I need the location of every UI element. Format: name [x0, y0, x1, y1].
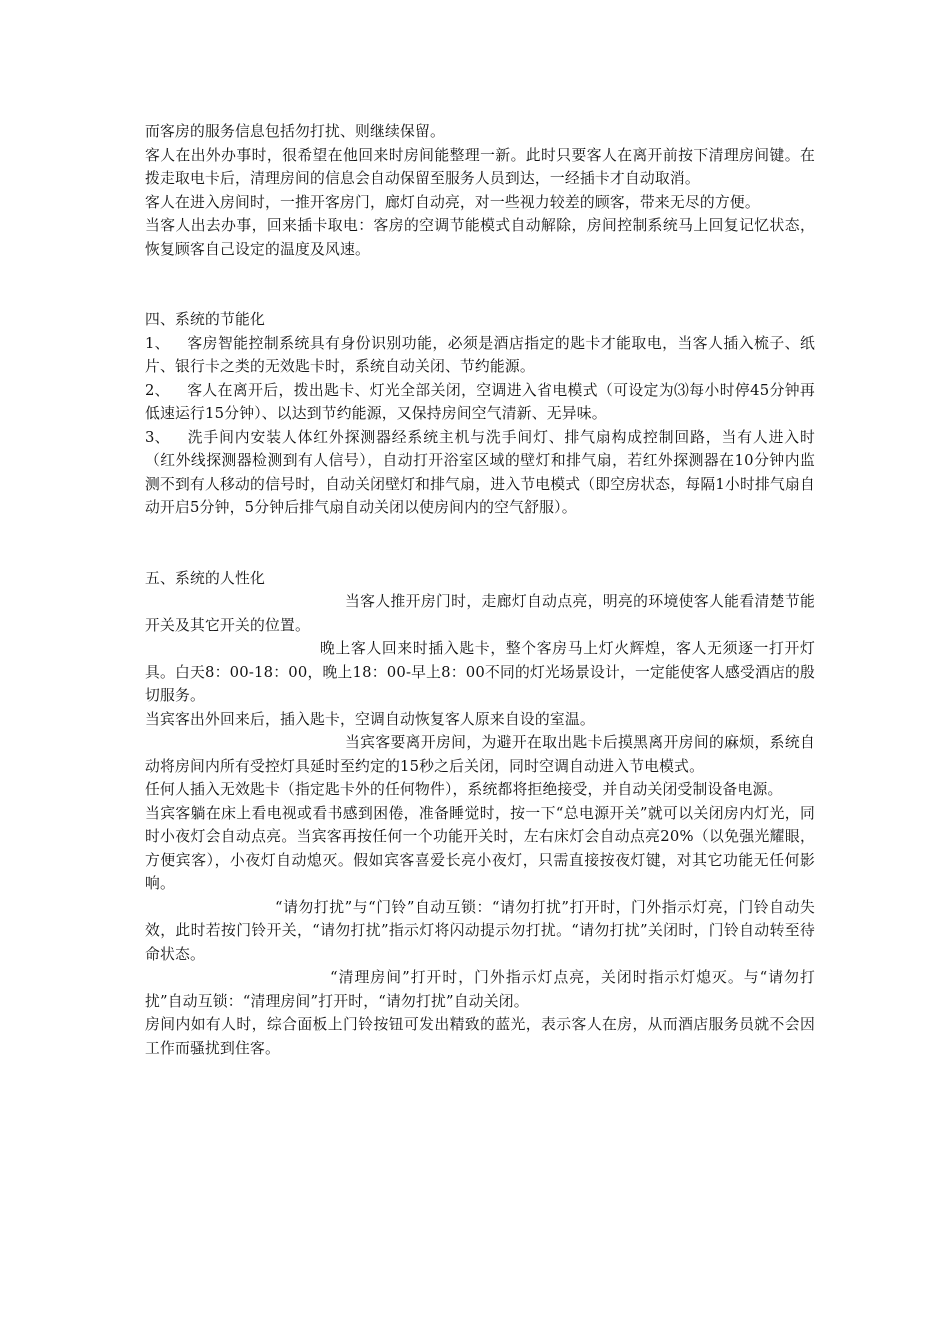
paragraph: 任何人插入无效匙卡（指定匙卡外的任何物件），系统都将拒绝接受，并自动关闭受制设备电源。 [145, 781, 783, 798]
paragraph: 当宾客出外回来后，插入匙卡，空调自动恢复客人原来自设的室温。 [145, 710, 595, 728]
paragraph: 晚上客人回来时插入匙卡，整个客房马上灯火辉煌，客人无须逐一打开灯具。白天8：00-18：00，晚上18：00-早上8：00不同的灯光场景设计，一定能使客人感受酒店的殷切服务。 [145, 640, 815, 704]
paragraph: 房间内如有人时，综合面板上门铃按钮可发出精致的蓝光，表示客人在房，从而酒店服务员就不会因工作而骚扰到住客。 [145, 1016, 815, 1057]
list-item-text: 客人在离开后，拨出匙卡、灯光全部关闭，空调进入省电模式（可设定为⑶每小时停45分钟再低速运行15分钟）、以达到节约能源，又保持房间空气清新、无异味。 [145, 381, 815, 422]
spacer [145, 520, 815, 567]
paragraph: 客人在出外办事时，很希望在他回来时房间能整理一新。此时只要客人在离开前按下清理房间键。在拨走取电卡后，清理房间的信息会自动保留至服务人员到达，一经插卡才自动取消。 [145, 146, 815, 187]
paragraph: 当宾客要离开房间，为避开在取出匙卡后摸黑离开房间的麻烦，系统自动将房间内所有受控灯具延时至约定的15秒之后关闭，同时空调自动进入节电模式。 [145, 734, 815, 775]
paragraph: 当客人推开房门时，走廊灯自动点亮，明亮的环境使客人能看清楚节能开关及其它开关的位置。 [145, 593, 815, 634]
list-item [145, 379, 815, 426]
list-item-number: 3、 [145, 428, 170, 446]
spacer [145, 261, 815, 308]
list-item [145, 426, 815, 520]
document-page [145, 120, 815, 1060]
paragraph: “请勿打扰”与“门铃”自动互锁：“请勿打扰”打开时，门外指示灯亮，门铃自动失效，此时若按门铃开关，“请勿打扰”指示灯将闪动提示勿打扰。“请勿打扰”关闭时，门铃自动转至待命状态。 [145, 898, 815, 963]
paragraph: 而客房的服务信息包括勿打扰、则继续保留。 [145, 123, 445, 140]
list-item-number: 2、 [145, 381, 170, 399]
paragraph: 当宾客躺在床上看电视或看书感到困倦，准备睡觉时，按一下“总电源开关”就可以关闭房内灯光，同时小夜灯会自动点亮。当宾客再按任何一个功能开关时，左右床灯会自动点亮20%（以免强光耀眼，方便宾客），小夜灯自动熄灭。假如宾客喜爱长亮小夜灯，只需直接按夜灯键，对其它功能无任何影响。 [145, 804, 815, 892]
paragraph: 当客人出去办事，回来插卡取电：客房的空调节能模式自动解除，房间控制系统马上回复记忆状态，恢复顾客自己设定的温度及风速。 [145, 217, 815, 258]
list-item-number: 1、 [145, 334, 170, 352]
section-heading: 五、系统的人性化 [145, 569, 265, 587]
paragraph: “清理房间”打开时，门外指示灯点亮，关闭时指示灯熄灭。与“请勿打扰”自动互锁：“清理房间”打开时，“请勿打扰”自动关闭。 [145, 969, 815, 1010]
paragraph: 客人在进入房间时，一推开客房门，廊灯自动亮，对一些视力较差的顾客，带来无尽的方便。 [145, 193, 760, 211]
list-item-text: 洗手间内安装人体红外探测器经系统主机与洗手间灯、排气扇构成控制回路，当有人进入时（红外线探测器检测到有人信号），自动打开浴室区域的壁灯和排气扇，若红外探测器在10分钟内监测不到有人移动的信号时，自动关闭壁灯和排气扇，进入节电模式（即空房状态，每隔1小时排气扇自动开启5分钟，5分钟后排气扇自动关闭以使房间内的空气舒服）。 [145, 428, 815, 516]
section-heading: 四、系统的节能化 [145, 311, 265, 328]
list-item [145, 332, 815, 379]
list-item-text: 客房智能控制系统具有身份识别功能，必须是酒店指定的匙卡才能取电，当客人插入梳子、纸片、银行卡之类的无效匙卡时，系统自动关闭、节约能源。 [145, 334, 815, 375]
